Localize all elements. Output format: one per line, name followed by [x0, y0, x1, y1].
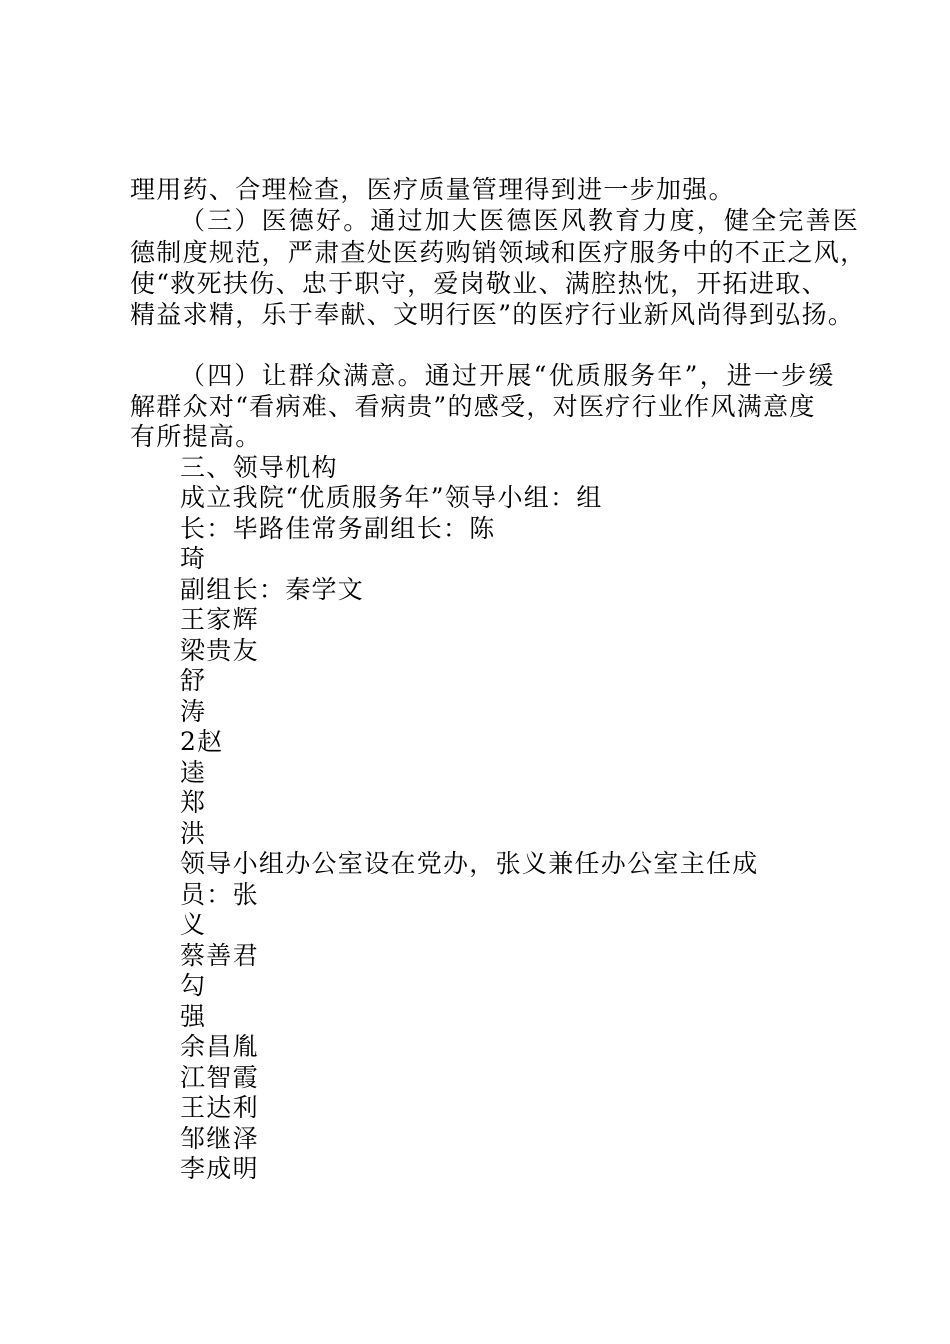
paragraph-line: 成立我院“优质服务年”领导小组：组 [180, 483, 603, 512]
paragraph-line: 精益求精，乐于奉献、文明行医”的医疗行业新风尚得到弘扬。 [130, 300, 855, 329]
name-line: 蔡善君 [180, 941, 259, 970]
name-line: 余昌胤 [180, 1032, 259, 1061]
name-line: 员：张 [180, 880, 259, 909]
name-line: 义 [180, 910, 207, 939]
section-heading: 三、领导机构 [180, 453, 338, 482]
paragraph-line: 使“救死扶伤、忠于职守，爱岗敬业、满腔热忱，开拓进取、 [130, 269, 828, 298]
paragraph-line: 有所提高。 [130, 422, 262, 451]
name-line: 江智霞 [180, 1063, 259, 1092]
paragraph-line: （三）医德好。通过加大医德医风教育力度，健全完善医 [180, 206, 861, 235]
name-line: 副组长：秦学文 [180, 575, 365, 604]
paragraph-line: 长：毕路佳常务副组长：陈 [180, 514, 496, 543]
name-line: 琦 [180, 544, 207, 573]
name-line: 强 [180, 1002, 207, 1031]
name-line: 王达利 [180, 1093, 259, 1122]
name-line: 勾 [180, 971, 207, 1000]
paragraph-line: 德制度规范，严肃查处医药购销领域和医疗服务中的不正之风， [130, 238, 867, 267]
name-line: 王家辉 [180, 605, 259, 634]
name-line: 逵 [180, 758, 207, 787]
paragraph-line: （四）让群众满意。通过开展“优质服务年”，进一步缓 [180, 361, 836, 390]
name-line: 涛 [180, 697, 207, 726]
name-line: 邹继泽 [180, 1124, 259, 1153]
paragraph-line: 领导小组办公室设在党办，张义兼任办公室主任成 [180, 849, 759, 878]
name-line: 舒 [180, 666, 207, 695]
name-line: 李成明 [180, 1154, 259, 1183]
name-line: 郑 [180, 788, 207, 817]
name-line: 梁贵友 [180, 636, 259, 665]
name-line: 2赵 [180, 727, 224, 756]
paragraph-line: 解群众对“看病难、看病贵”的感受，对医疗行业作风满意度 [130, 392, 816, 421]
paragraph-line: 理用药、合理检查，医疗质量管理得到进一步加强。 [130, 175, 735, 204]
name-line: 洪 [180, 819, 207, 848]
